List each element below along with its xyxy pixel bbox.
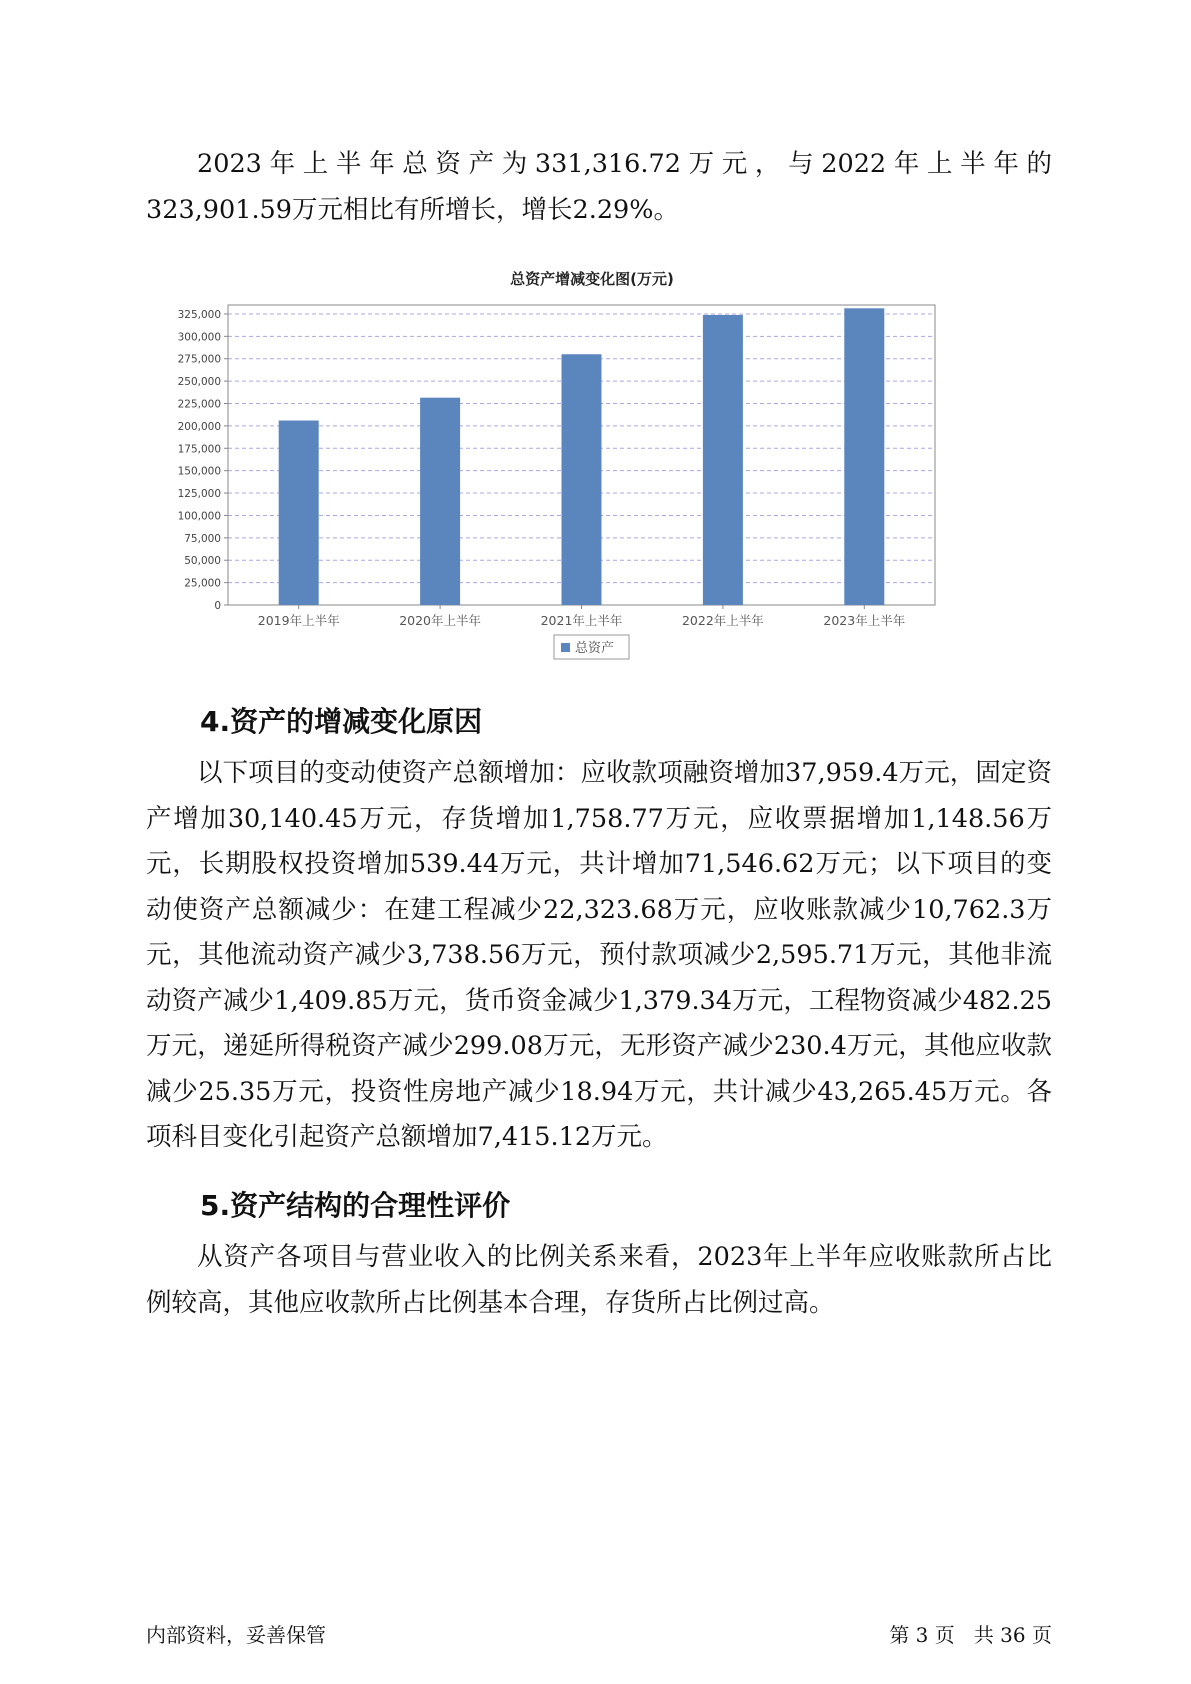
y-tick-label: 225,000 xyxy=(177,398,221,411)
y-tick-label: 50,000 xyxy=(184,555,221,568)
paragraph-total-assets: 2023年上半年总资产为331,316.72万元，与2022年上半年的323,901.59万元相比有所增长，增长2.29%。 xyxy=(146,149,1052,225)
paragraph-asset-structure: 从资产各项目与营业收入的比例关系来看，2023年上半年应收账款所占比例较高，其他应收款所占比例基本合理，存货所占比例过高。 xyxy=(146,1242,1052,1318)
section-heading-4: 4.资产的增减变化原因 xyxy=(200,705,483,738)
y-tick-label: 25,000 xyxy=(184,577,221,590)
y-tick-label: 200,000 xyxy=(177,420,221,433)
section-heading-5: 5.资产结构的合理性评价 xyxy=(200,1189,511,1222)
y-tick-label: 0 xyxy=(214,600,221,612)
y-tick-label: 325,000 xyxy=(177,308,221,321)
total-assets-bar-chart xyxy=(150,255,1030,675)
y-tick-label: 150,000 xyxy=(177,465,221,478)
chart-title: 总资产增减变化图(万元) xyxy=(510,270,674,288)
paragraph-asset-change-reasons: 以下项目的变动使资产总额增加：应收款项融资增加37,959.4万元，固定资产增加30,140.45万元，存货增加1,758.77万元，应收票据增加1,148.56万元，长期股权投资增加539.44万元，共计增加71,546.62万元；以下项目的变动使资产总额减少：在建工程减少22,323.68万元，应收账款减少10,762.3万元，其他流动资产减少3,738.56万元，预付款项减少2,595.71万元，其他非流动资产减少1,409.85万元，货币资金减少1,379.34万元，工程物资减少482.25万元，递延所得税资产减少299.08万元，无形资产减少230.4万元，其他应收款减少25.35万元，投资性房地产减少18.94万元，共计减少43,265.45万元。各项科目变化引起资产总额增加7,415.12万元。 xyxy=(146,758,1052,1152)
footer-note: 内部资料，妥善保管 xyxy=(146,1623,326,1647)
footer-page-number: 第 3 页 共 36 页 xyxy=(889,1623,1052,1647)
y-tick-label: 125,000 xyxy=(177,488,221,501)
bar-total-assets xyxy=(420,398,460,605)
x-tick-label: 2020年上半年 xyxy=(399,613,482,628)
y-tick-label: 175,000 xyxy=(177,443,221,456)
bar-total-assets xyxy=(562,354,602,605)
y-tick-label: 300,000 xyxy=(177,331,221,344)
legend-label-total-assets: 总资产 xyxy=(575,641,615,656)
x-tick-label: 2021年上半年 xyxy=(540,613,623,628)
bar-total-assets xyxy=(703,315,743,605)
x-tick-label: 2022年上半年 xyxy=(681,613,764,628)
x-tick-label: 2023年上半年 xyxy=(823,613,906,628)
y-tick-label: 250,000 xyxy=(177,376,221,389)
bar-total-assets xyxy=(279,421,319,605)
x-tick-label: 2019年上半年 xyxy=(257,613,340,628)
y-tick-label: 275,000 xyxy=(177,353,221,366)
y-tick-label: 100,000 xyxy=(177,510,221,523)
chart-legend xyxy=(554,635,629,659)
bar-total-assets xyxy=(844,308,884,605)
legend-swatch xyxy=(561,643,570,652)
y-tick-label: 75,000 xyxy=(184,532,221,545)
